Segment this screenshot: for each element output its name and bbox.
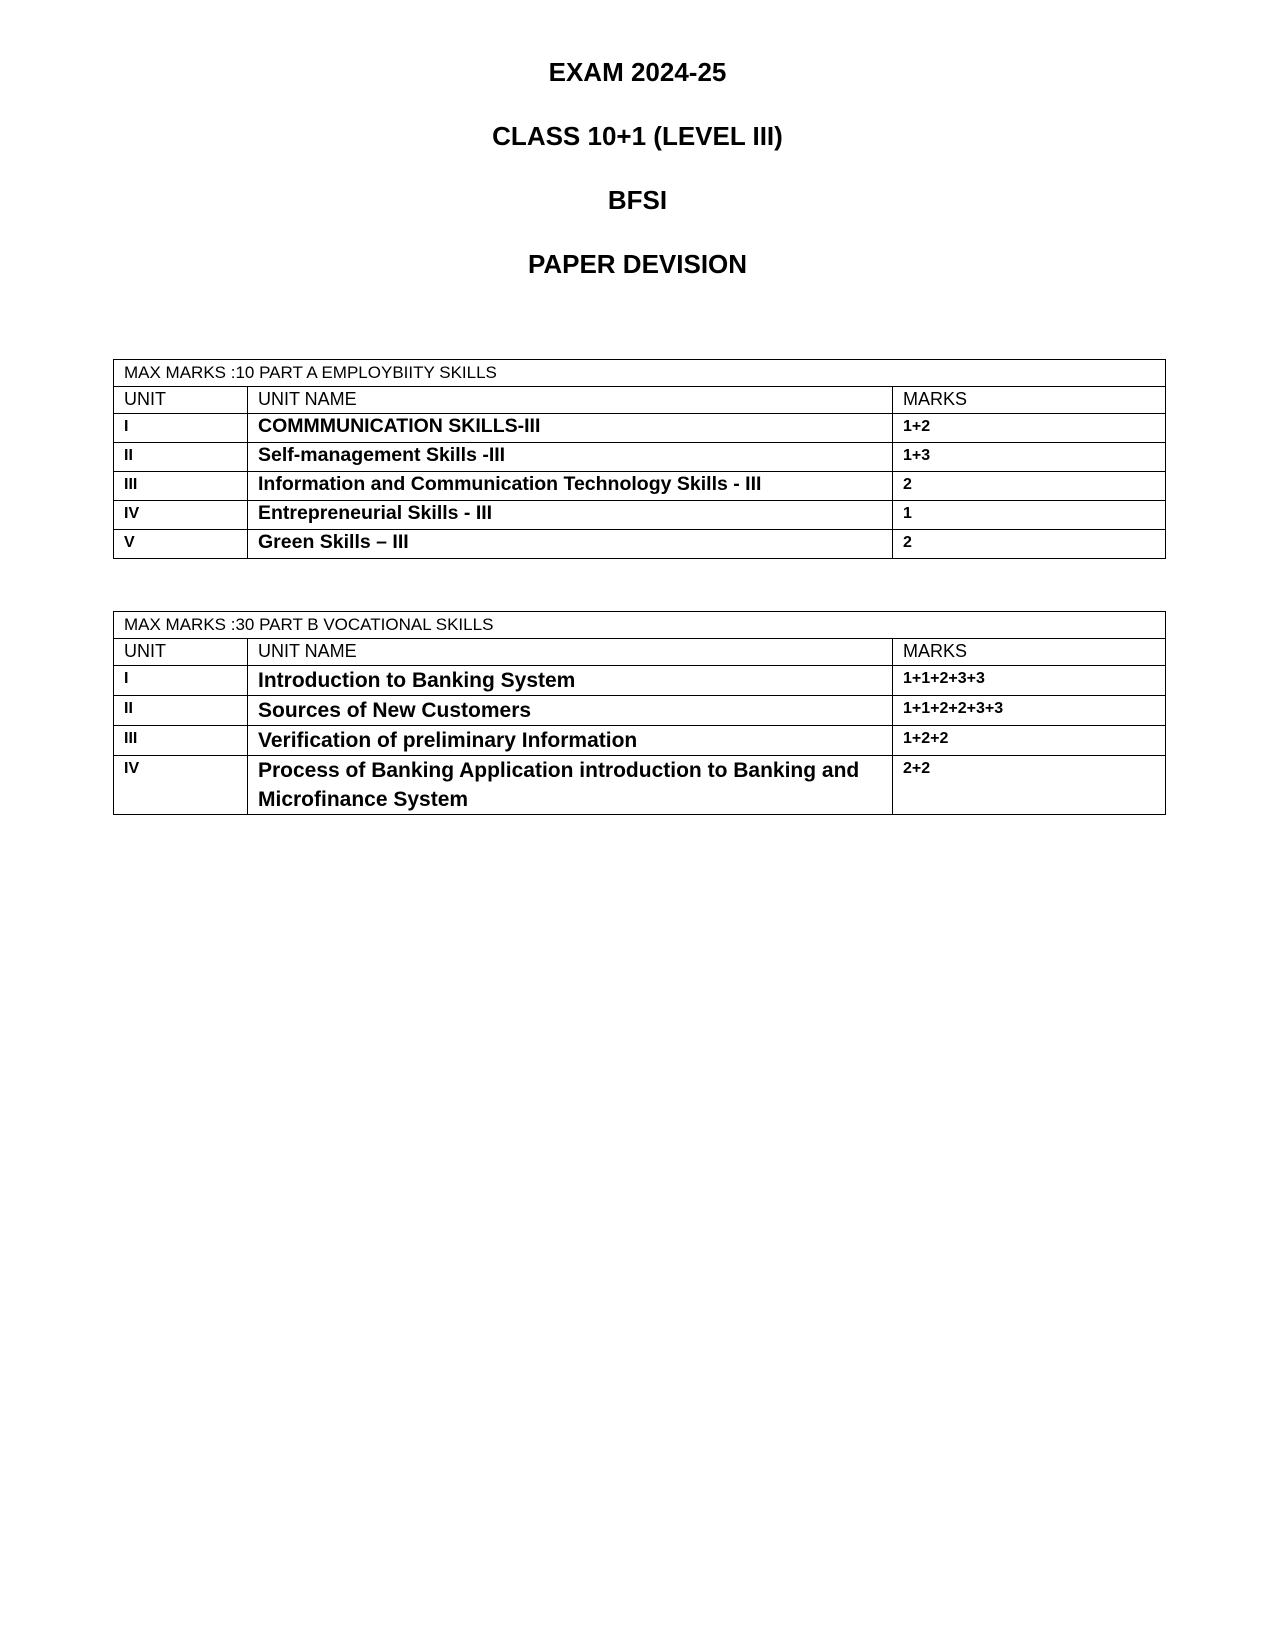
table-caption: MAX MARKS :10 PART A EMPLOYBIITY SKILLS xyxy=(114,360,1166,387)
column-header-marks: MARKS xyxy=(893,639,1166,666)
marks-cell: 2+2 xyxy=(893,756,1166,815)
unit-cell: II xyxy=(114,443,248,472)
unit-name-cell: Entrepreneurial Skills - III xyxy=(248,501,893,530)
table-row xyxy=(114,530,1166,559)
table-caption: MAX MARKS :30 PART B VOCATIONAL SKILLS xyxy=(114,612,1166,639)
table-row xyxy=(114,666,1166,696)
column-header-unit-name: UNIT NAME xyxy=(248,387,893,414)
marks-cell: 2 xyxy=(893,530,1166,559)
part-a-table xyxy=(113,359,1166,559)
unit-name-cell: Introduction to Banking System xyxy=(248,666,893,696)
subject-title: BFSI xyxy=(607,185,668,215)
table-row xyxy=(114,472,1166,501)
table-row xyxy=(114,726,1166,756)
marks-cell: 1 xyxy=(893,501,1166,530)
unit-name-cell: Sources of New Customers xyxy=(248,696,893,726)
unit-cell: I xyxy=(114,414,248,443)
part-b-table xyxy=(113,611,1166,815)
unit-name-cell: Verification of preliminary Information xyxy=(248,726,893,756)
section-title: PAPER DEVISION xyxy=(527,249,748,279)
table-row xyxy=(114,501,1166,530)
unit-cell: III xyxy=(114,726,248,756)
marks-cell: 1+3 xyxy=(893,443,1166,472)
column-header-unit: UNIT xyxy=(114,387,248,414)
unit-cell: V xyxy=(114,530,248,559)
unit-name-cell: Self-management Skills -III xyxy=(248,443,893,472)
unit-cell: IV xyxy=(114,501,248,530)
unit-cell: III xyxy=(114,472,248,501)
table-header-row xyxy=(114,639,1166,666)
table-caption-row xyxy=(114,612,1166,639)
marks-cell: 1+1+2+3+3 xyxy=(893,666,1166,696)
marks-cell: 1+2 xyxy=(893,414,1166,443)
marks-cell: 1+1+2+2+3+3 xyxy=(893,696,1166,726)
class-title: CLASS 10+1 (LEVEL III) xyxy=(492,121,783,151)
unit-cell: I xyxy=(114,666,248,696)
table-row xyxy=(114,696,1166,726)
table-header-row xyxy=(114,387,1166,414)
table-caption-row xyxy=(114,360,1166,387)
exam-title: EXAM 2024-25 xyxy=(548,57,727,87)
column-header-unit-name: UNIT NAME xyxy=(248,639,893,666)
table-row xyxy=(114,443,1166,472)
column-header-unit: UNIT xyxy=(114,639,248,666)
unit-cell: IV xyxy=(114,756,248,815)
marks-cell: 1+2+2 xyxy=(893,726,1166,756)
unit-cell: II xyxy=(114,696,248,726)
unit-name-cell: Green Skills – III xyxy=(248,530,893,559)
marks-cell: 2 xyxy=(893,472,1166,501)
table-row xyxy=(114,756,1166,815)
column-header-marks: MARKS xyxy=(893,387,1166,414)
unit-name-cell: Process of Banking Application introduction to Banking and Microfinance System xyxy=(248,756,893,815)
unit-name-cell: Information and Communication Technology Skills - III xyxy=(248,472,893,501)
table-row xyxy=(114,414,1166,443)
unit-name-cell: COMMMUNICATION SKILLS-III xyxy=(248,414,893,443)
